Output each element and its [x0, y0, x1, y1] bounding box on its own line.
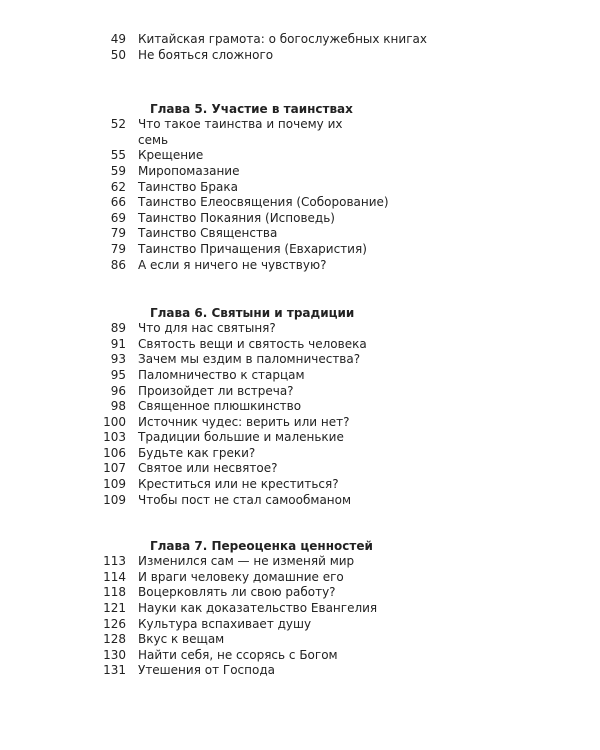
toc-entry[interactable] [0, 180, 600, 196]
page-number: 49 [110, 32, 126, 46]
toc-entry[interactable] [0, 48, 600, 64]
toc-entry[interactable] [0, 399, 600, 415]
entry-title: Китайская грамота: о богослужебных книгах [138, 32, 427, 46]
page-number: 114 [103, 569, 126, 584]
entry-title: Науки как доказательство Евангелия [138, 601, 378, 616]
entry-title: Таинство Брака [138, 179, 238, 194]
page-number: 130 [103, 647, 126, 662]
chapter-6 [0, 305, 600, 508]
entry-title: Таинство Священства [138, 226, 278, 241]
page-number: 128 [103, 632, 126, 647]
page-number: 106 [103, 445, 126, 460]
page-number: 100 [103, 414, 126, 429]
page-number: 126 [103, 616, 126, 631]
toc-entry[interactable] [0, 430, 600, 446]
toc-entry[interactable] [0, 663, 600, 679]
toc-entry[interactable] [0, 321, 600, 337]
entry-title: Паломничество к старцам [138, 367, 305, 382]
chapter-heading: Глава 7. Переоценка ценностей [150, 539, 373, 554]
toc-entry[interactable] [0, 32, 600, 48]
toc-entry[interactable] [0, 195, 600, 211]
chapter-7 [0, 538, 600, 679]
chapter-5 [0, 101, 600, 273]
entry-title: Утешения от Господа [138, 663, 275, 678]
page-number: 66 [110, 195, 126, 210]
page-number: 69 [110, 210, 126, 225]
toc-entry[interactable] [0, 415, 600, 431]
entry-title: И враги человеку домашние его [138, 569, 344, 584]
page-number: 118 [103, 585, 126, 600]
entry-title: Зачем мы ездим в паломничества? [138, 352, 361, 367]
toc-entry[interactable] [0, 226, 600, 242]
page-number: 96 [110, 383, 126, 398]
page-number: 79 [110, 226, 126, 241]
entry-title: Таинство Елеосвящения (Соборование) [138, 195, 389, 210]
toc-entry[interactable] [0, 117, 600, 148]
page-number: 109 [103, 492, 126, 507]
page-number: 95 [110, 367, 126, 382]
toc-entry[interactable] [0, 585, 600, 601]
chapter-heading: Глава 6. Святыни и традиции [150, 306, 355, 321]
table-of-contents [0, 32, 600, 679]
toc-entry[interactable] [0, 554, 600, 570]
entry-title: Изменился сам — не изменяй мир [138, 554, 355, 569]
toc-entry[interactable] [0, 352, 600, 368]
toc-entry[interactable] [0, 570, 600, 586]
entry-title: Чтобы пост не стал самообманом [138, 492, 352, 507]
entry-title: Произойдет ли встреча? [138, 383, 294, 398]
page-number: 50 [110, 47, 126, 62]
page-number: 107 [103, 461, 126, 476]
page-number: 59 [110, 163, 126, 178]
page-number: 121 [103, 601, 126, 616]
toc-entry[interactable] [0, 148, 600, 164]
toc-entry[interactable] [0, 461, 600, 477]
page-number: 55 [110, 148, 126, 163]
entry-title: Миропомазание [138, 163, 240, 178]
page-number: 93 [110, 352, 126, 367]
toc-entry[interactable] [0, 446, 600, 462]
entry-title: Что для нас святыня? [138, 321, 276, 336]
toc-entry[interactable] [0, 242, 600, 258]
entry-title: Не бояться сложного [138, 47, 274, 62]
entry-title: Вкус к вещам [138, 632, 225, 647]
entry-title: Таинство Причащения (Евхаристия) [138, 241, 367, 256]
entry-title: Крещение [138, 148, 204, 163]
toc-entry[interactable] [0, 493, 600, 509]
toc-entry[interactable] [0, 648, 600, 664]
toc-entry[interactable] [0, 337, 600, 353]
entry-title: Таинство Покаяния (Исповедь) [138, 210, 335, 225]
page-number: 131 [103, 663, 126, 678]
page-number: 109 [103, 477, 126, 492]
toc-entry[interactable] [0, 258, 600, 274]
page-number: 86 [110, 257, 126, 272]
entry-title: Святое или несвятое? [138, 461, 278, 476]
page-number: 91 [110, 336, 126, 351]
page-number: 98 [110, 399, 126, 414]
page-number: 103 [103, 430, 126, 445]
toc-entry[interactable] [0, 384, 600, 400]
page-number: 52 [110, 117, 126, 132]
toc-entry[interactable] [0, 632, 600, 648]
entry-title: Источник чудес: верить или нет? [138, 414, 350, 429]
toc-entry[interactable] [0, 617, 600, 633]
page-number: 89 [110, 321, 126, 336]
page-number: 79 [110, 241, 126, 256]
entry-title: Священное плюшкинство [138, 399, 302, 414]
intro-entries [0, 32, 600, 63]
toc-entry[interactable] [0, 164, 600, 180]
entry-title: Что такое таинства и почему их семь [138, 117, 343, 147]
chapter-heading: Глава 5. Участие в таинствах [150, 102, 353, 117]
entry-title: Найти себя, не ссорясь с Богом [138, 647, 338, 662]
toc-entry[interactable] [0, 477, 600, 493]
entry-title: Креститься или не креститься? [138, 477, 339, 492]
toc-entry[interactable] [0, 211, 600, 227]
entry-title: Традиции большие и маленькие [138, 430, 344, 445]
entry-title: Будьте как греки? [138, 445, 256, 460]
page-number: 62 [110, 179, 126, 194]
toc-entry[interactable] [0, 368, 600, 384]
entry-title: А если я ничего не чувствую? [138, 257, 327, 272]
toc-entry[interactable] [0, 601, 600, 617]
entry-title: Культура вспахивает душу [138, 616, 312, 631]
page-number: 113 [103, 554, 126, 569]
entry-title: Воцерковлять ли свою работу? [138, 585, 336, 600]
entry-title: Святость вещи и святость человека [138, 336, 367, 351]
